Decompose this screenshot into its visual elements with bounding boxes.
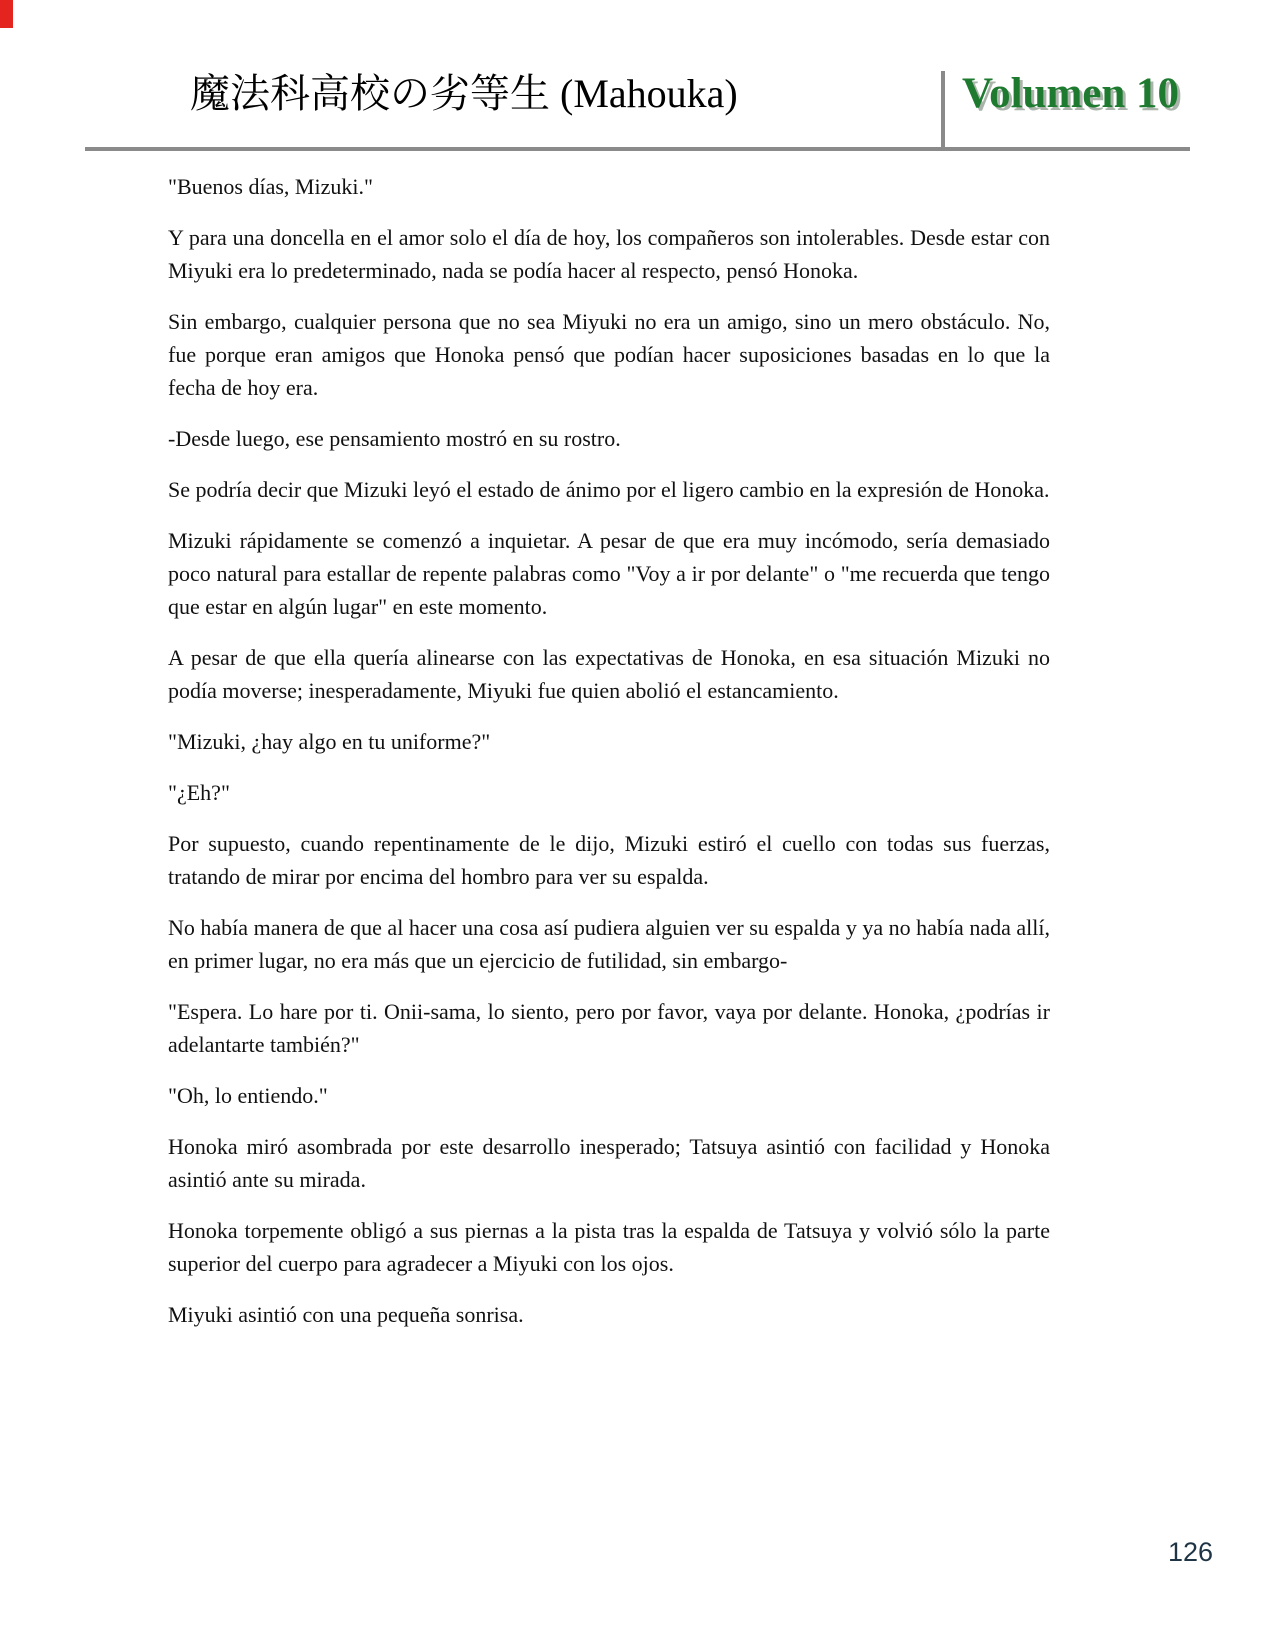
- paragraph: Sin embargo, cualquier persona que no sea Miyuki no era un amigo, sino un mero obstáculo. No, fue porque eran amigos que Honoka pensó que podían hacer suposiciones basadas en lo que la fecha de hoy era.: [168, 309, 1050, 400]
- paragraph: Honoka miró asombrada por este desarrollo inesperado; Tatsuya asintió con facilidad y Honoka asintió ante su mirada.: [168, 1134, 1050, 1192]
- paragraph: Mizuki rápidamente se comenzó a inquietar. A pesar de que era muy incómodo, sería demasiado poco natural para estallar de repente palabras como "Voy a ir por delante" o "me recuerda que tengo que estar en algún lugar" en este momento.: [168, 528, 1050, 619]
- paragraph: "Espera. Lo hare por ti. Onii-sama, lo siento, pero por favor, vaya por delante. Honoka, ¿podrías ir adelantarte también?": [168, 999, 1050, 1057]
- volume-label: Volumen 10: [962, 70, 1180, 117]
- paragraph: No había manera de que al hacer una cosa así pudiera alguien ver su espalda y ya no había nada allí, en primer lugar, no era más que un ejercicio de futilidad, sin embargo-: [168, 915, 1050, 973]
- paragraph: Honoka torpemente obligó a sus piernas a la pista tras la espalda de Tatsuya y volvió sólo la parte superior del cuerpo para agradecer a Miyuki con los ojos.: [168, 1218, 1050, 1276]
- paragraph: "Oh, lo entiendo.": [168, 1083, 328, 1108]
- paragraph: Por supuesto, cuando repentinamente de le dijo, Mizuki estiró el cuello con todas sus fuerzas, tratando de mirar por encima del hombro para ver su espalda.: [168, 831, 1050, 889]
- paragraph: Miyuki asintió con una pequeña sonrisa.: [168, 1302, 524, 1327]
- paragraph: -Desde luego, ese pensamiento mostró en su rostro.: [168, 426, 621, 451]
- paragraph: "Buenos días, Mizuki.": [168, 174, 373, 199]
- page-body: [168, 170, 1050, 1349]
- paragraph: Y para una doncella en el amor solo el día de hoy, los compañeros son intolerables. Desde estar con Miyuki era lo predeterminado, nada se podía hacer al respecto, pensó Honoka.: [168, 225, 1050, 283]
- header-vertical-divider: [941, 71, 945, 148]
- document-title-japanese: 魔法科高校の劣等生 (Mahouka): [190, 71, 738, 116]
- header-horizontal-rule: [85, 147, 1190, 151]
- page-number: 126: [1168, 1537, 1214, 1567]
- paragraph: "¿Eh?": [168, 780, 230, 805]
- paragraph: Se podría decir que Mizuki leyó el estado de ánimo por el ligero cambio en la expresión de Honoka.: [168, 477, 1050, 502]
- paragraph: "Mizuki, ¿hay algo en tu uniforme?": [168, 729, 491, 754]
- paragraph: A pesar de que ella quería alinearse con las expectativas de Honoka, en esa situación Mizuki no podía moverse; inesperadamente, Miyuki fue quien abolió el estancamiento.: [168, 645, 1050, 703]
- page-header: [0, 0, 1275, 155]
